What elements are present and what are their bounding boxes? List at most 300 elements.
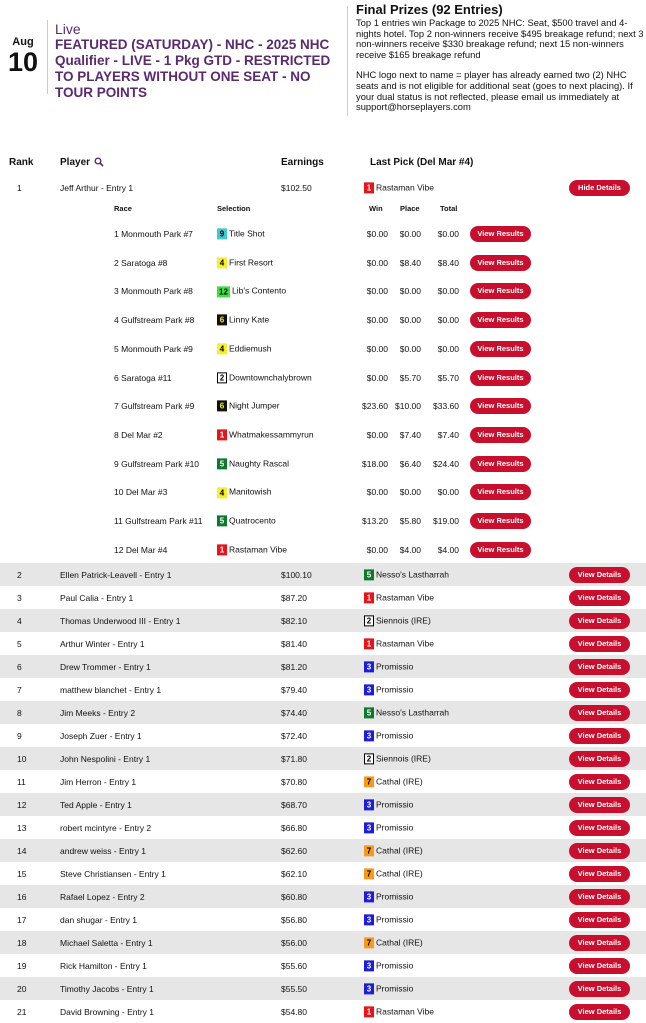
rank: 2 (17, 569, 22, 580)
horse-name: Rastaman Vibe (376, 1005, 434, 1016)
horse-name: Linny Kate (229, 314, 270, 325)
divider (47, 20, 48, 94)
selection (217, 515, 276, 526)
player-name: Rick Hamilton - Entry 1 (60, 960, 147, 971)
place-amount: $4.00 (399, 544, 421, 555)
leaderboard-row (0, 816, 646, 839)
detail-row (0, 224, 646, 244)
leaderboard-row (0, 931, 646, 954)
race-name: 7 Gulfstream Park #9 (114, 401, 195, 412)
view-details-button[interactable]: View Details (569, 682, 630, 698)
race-name: 3 Monmouth Park #8 (114, 286, 193, 297)
player-name: Steve Christiansen - Entry 1 (60, 868, 166, 879)
last-pick (364, 937, 423, 948)
total-amount: $7.40 (437, 429, 459, 440)
player-name: andrew weiss - Entry 1 (60, 845, 146, 856)
place-amount: $0.00 (399, 343, 421, 354)
last-pick (364, 569, 449, 580)
date-month: Aug (12, 36, 34, 48)
selection (217, 429, 314, 440)
race-name: 6 Saratoga #11 (114, 372, 172, 383)
post-number-badge: 1 (217, 430, 227, 441)
leaderboard-header (0, 157, 646, 171)
post-number-badge: 4 (217, 487, 227, 498)
last-pick (364, 707, 449, 718)
player-name: Ted Apple - Entry 1 (60, 799, 132, 810)
leaderboard-row (0, 632, 646, 655)
last-pick (364, 822, 413, 833)
race-name: 12 Del Mar #4 (114, 544, 168, 555)
win-amount: $0.00 (366, 372, 388, 383)
earnings: $54.80 (281, 1006, 307, 1017)
post-number-badge: 1 (364, 183, 374, 194)
post-number-badge: 4 (217, 343, 227, 354)
earnings: $66.80 (281, 822, 307, 833)
selection (217, 314, 269, 325)
leaderboard-row (0, 724, 646, 747)
detail-row (0, 425, 646, 445)
horse-name: Promissio (376, 982, 414, 993)
view-details-button[interactable]: View Details (569, 659, 630, 675)
earnings: $81.20 (281, 661, 307, 672)
earnings: $62.60 (281, 845, 307, 856)
prizes-text: Top 1 entries win Package to 2025 NHC: Seat, $500 travel and 4-nights hotel. Top 2 non-winners receive $495 breakage refund; next 3 non-winners receive $330 breakage refund; next 15 non-winners receive $165 breakage refund (356, 17, 644, 60)
last-pick (364, 868, 423, 879)
post-number-badge: 1 (217, 544, 227, 555)
place-amount: $5.80 (399, 516, 421, 526)
view-details-button[interactable]: View Details (569, 958, 630, 974)
win-amount: $0.00 (366, 487, 388, 498)
earnings: $55.60 (281, 960, 307, 971)
rank: 21 (17, 1006, 27, 1017)
earnings: $100.10 (281, 569, 312, 580)
win-amount: $0.00 (366, 544, 388, 555)
player-name: matthew blanchet - Entry 1 (60, 684, 162, 695)
view-results-button[interactable]: View Results (470, 255, 531, 271)
post-number-badge: 7 (364, 868, 374, 879)
view-details-button[interactable]: View Details (569, 567, 630, 583)
win-amount: $23.60 (362, 401, 388, 412)
last-pick (364, 960, 413, 971)
view-details-button[interactable]: View Details (569, 1004, 630, 1020)
horse-name: Promissio (376, 959, 414, 970)
horse-name: Promissio (376, 890, 414, 901)
leaderboard-row (0, 678, 646, 701)
earnings: $56.80 (281, 914, 307, 925)
player-name: Thomas Underwood III - Entry 1 (60, 615, 181, 626)
divider (347, 6, 348, 116)
place-amount: $7.40 (399, 429, 421, 440)
leaderboard-row (0, 770, 646, 793)
last-pick-header: Last Pick (Del Mar #4) (370, 157, 474, 168)
post-number-badge: 3 (364, 891, 374, 902)
horse-name: Whatmakessammyrun (229, 429, 314, 440)
win-amount: $0.00 (366, 343, 388, 354)
post-number-badge: 6 (217, 315, 227, 326)
race-name: 8 Del Mar #2 (114, 429, 163, 440)
last-pick (364, 799, 413, 810)
post-number-badge: 7 (364, 776, 374, 787)
post-number-badge: 5 (217, 458, 227, 469)
contest-title: FEATURED (SATURDAY) - NHC - 2025 NHC Qualifier - LIVE - 1 Pkg GTD - RESTRICTED TO PLAYERS WITHOUT ONE SEAT - NO TOUR POINTS (55, 37, 331, 100)
leaderboard-row (0, 793, 646, 816)
post-number-badge: 4 (217, 257, 227, 268)
earnings: $55.50 (281, 983, 307, 994)
player-name: John Nespolini - Entry 1 (60, 753, 151, 764)
view-details-button[interactable]: View Details (569, 705, 630, 721)
view-details-button[interactable]: View Details (569, 912, 630, 928)
place-amount: $0.00 (399, 286, 421, 297)
place-amount: $0.00 (399, 315, 421, 326)
selection (217, 286, 286, 297)
rank: 7 (17, 684, 22, 695)
race-name: 10 Del Mar #3 (114, 487, 168, 498)
leaderboard-row (0, 655, 646, 678)
last-pick (364, 615, 431, 626)
view-details-button[interactable]: View Details (569, 636, 630, 652)
rank: 10 (17, 753, 27, 764)
horse-name: Downtownchalybrown (229, 371, 312, 382)
detail-row (0, 253, 646, 273)
contest-date (4, 36, 42, 76)
view-details-button[interactable]: View Details (569, 820, 630, 836)
detail-row (0, 540, 646, 560)
post-number-badge: 3 (364, 960, 374, 971)
leaderboard-row (0, 701, 646, 724)
total-amount: $19.00 (433, 516, 459, 526)
view-results-button[interactable]: View Results (470, 427, 531, 443)
race-name: 9 Gulfstream Park #10 (114, 458, 200, 469)
leaderboard-row (0, 954, 646, 977)
place-amount: $6.40 (399, 458, 421, 469)
rank: 4 (17, 615, 22, 626)
view-results-button[interactable]: View Results (470, 226, 531, 242)
rank: 16 (17, 891, 27, 902)
horse-name: Rastaman Vibe (229, 544, 287, 555)
view-details-button[interactable]: View Details (569, 613, 630, 629)
race-name: 2 Saratoga #8 (114, 257, 168, 268)
post-number-badge: 7 (364, 937, 374, 948)
player-name: David Browning - Entry 1 (60, 1006, 155, 1017)
date-day: 10 (7, 47, 39, 77)
view-results-button[interactable]: View Results (470, 283, 531, 299)
win-amount: $0.00 (366, 315, 388, 326)
player-name: Drew Trommer - Entry 1 (60, 661, 151, 672)
view-details-button[interactable]: View Details (569, 751, 630, 767)
post-number-badge: 3 (364, 983, 374, 994)
horse-name: Nesso's Lastharrah (376, 706, 449, 717)
post-number-badge: 3 (364, 661, 374, 672)
rank: 18 (17, 937, 27, 948)
horse-name: Nesso's Lastharrah (376, 568, 449, 579)
post-number-badge: 3 (364, 799, 374, 810)
selection (217, 257, 273, 268)
view-details-button[interactable]: View Details (569, 797, 630, 813)
earnings: $79.40 (281, 684, 307, 695)
earnings: $56.00 (281, 937, 307, 948)
win-amount: $13.20 (362, 516, 388, 526)
total-amount: $4.00 (437, 544, 459, 555)
last-pick (364, 914, 413, 925)
total-amount: $0.00 (437, 315, 459, 326)
detail-row (0, 310, 646, 330)
horse-name: Eddiemush (229, 343, 272, 354)
last-pick (364, 730, 413, 741)
post-number-badge: 5 (364, 707, 374, 718)
rank: 12 (17, 799, 27, 810)
last-pick (364, 776, 423, 787)
player-name: Ellen Patrick-Leavell - Entry 1 (60, 569, 172, 580)
earnings: $81.40 (281, 638, 307, 649)
earnings-header: Earnings (281, 157, 324, 168)
rank: 6 (17, 661, 22, 672)
post-number-badge: 1 (364, 592, 374, 603)
view-details-button[interactable]: View Details (569, 889, 630, 905)
win-amount: $0.00 (366, 229, 388, 239)
detail-row (0, 339, 646, 359)
view-details-button[interactable]: View Details (569, 590, 630, 606)
selection (217, 401, 280, 412)
horse-name: Naughty Rascal (229, 457, 290, 468)
player-name: Jim Meeks - Entry 2 (60, 707, 136, 718)
horse-name: Manitowish (229, 486, 272, 497)
detail-row (0, 482, 646, 502)
post-number-badge: 2 (364, 753, 374, 764)
nhc-note: NHC logo next to name = player has already earned two (2) NHC seats and is not eligible for additional seat (goes to next placing). If your dual status is not reflected, please email us immediately at support@horseplayers.com (356, 69, 633, 113)
last-pick (364, 753, 431, 764)
horse-name: Rastaman Vibe (376, 637, 434, 648)
post-number-badge: 2 (217, 372, 227, 383)
detail-row (0, 368, 646, 388)
hide-details-button[interactable]: Hide Details (569, 180, 630, 196)
view-details-button[interactable]: View Details (569, 981, 630, 997)
place-amount: $0.00 (399, 229, 421, 239)
leaderboard-row (0, 586, 646, 609)
player-name: Arthur Winter - Entry 1 (60, 638, 145, 649)
win-amount: $0.00 (366, 286, 388, 297)
player-name: Joseph Zuer - Entry 1 (60, 730, 142, 741)
post-number-badge: 3 (364, 730, 374, 741)
total-header: Total (440, 204, 458, 213)
rank: 15 (17, 868, 27, 879)
post-number-badge: 12 (217, 286, 230, 297)
total-amount: $0.00 (437, 487, 459, 498)
leaderboard-row (0, 563, 646, 586)
post-number-badge: 6 (217, 401, 227, 412)
selection (217, 343, 272, 354)
place-amount: $8.40 (399, 257, 421, 268)
horse-name: Promissio (376, 660, 414, 671)
win-amount: $18.00 (362, 458, 388, 469)
detail-row (0, 454, 646, 474)
view-results-button[interactable]: View Results (470, 398, 531, 414)
view-results-button[interactable]: View Results (470, 312, 531, 328)
rank: 17 (17, 914, 27, 925)
horse-name: Quatrocento (229, 515, 276, 526)
player-name: Michael Saletta - Entry 1 (60, 937, 153, 948)
total-amount: $33.60 (433, 401, 459, 412)
horse-name: Promissio (376, 729, 414, 740)
leaderboard-row (0, 609, 646, 632)
last-pick (364, 845, 423, 856)
prizes-title: Final Prizes (92 Entries) (356, 2, 503, 17)
last-pick (364, 661, 413, 672)
player-name: Rafael Lopez - Entry 2 (60, 891, 145, 902)
horse-name: Promissio (376, 683, 414, 694)
last-pick (364, 592, 434, 603)
rank: 11 (17, 776, 26, 787)
contest-status: Live (55, 21, 81, 37)
leaderboard-row (0, 977, 646, 1000)
horse-name: Cathal (IRE) (376, 867, 423, 878)
view-results-button[interactable]: View Results (470, 513, 531, 529)
win-amount: $0.00 (366, 257, 388, 268)
post-number-badge: 5 (364, 569, 374, 580)
earnings: $68.70 (281, 799, 307, 810)
rank: 19 (17, 960, 27, 971)
selection (217, 228, 265, 239)
race-name: 11 Gulfstream Park #11 (114, 516, 203, 526)
last-pick (364, 1006, 434, 1017)
horse-name: Title Shot (229, 228, 265, 239)
earnings: $60.80 (281, 891, 307, 902)
view-details-button[interactable]: View Details (569, 774, 630, 790)
total-amount: $0.00 (437, 229, 459, 239)
rank: 20 (17, 983, 27, 994)
earnings: $87.20 (281, 592, 307, 603)
view-details-button[interactable]: View Details (569, 935, 630, 951)
horse-name: First Resort (229, 257, 273, 268)
selection-header: Selection (217, 204, 251, 213)
player-header: Player (60, 157, 91, 168)
view-results-button[interactable]: View Results (470, 456, 531, 472)
rank: 1 (17, 183, 22, 193)
contest-header (0, 0, 646, 120)
race-name: 4 Gulfstream Park #8 (114, 315, 195, 326)
post-number-badge: 3 (364, 822, 374, 833)
post-number-badge: 3 (364, 914, 374, 925)
player-name: dan shugar - Entry 1 (60, 914, 138, 925)
leaderboard-row (0, 1000, 646, 1023)
last-pick (364, 983, 413, 994)
leaderboard-row (0, 862, 646, 885)
total-amount: $8.40 (437, 257, 459, 268)
earnings: $82.10 (281, 615, 307, 626)
horse-name: Lib's Contento (232, 285, 287, 296)
player-name: robert mcintyre - Entry 2 (60, 822, 152, 833)
last-pick (364, 182, 434, 193)
earnings: $74.40 (281, 707, 307, 718)
race-header: Race (114, 204, 132, 213)
player-name: Jim Herron - Entry 1 (60, 776, 137, 787)
leaderboard-row (0, 839, 646, 862)
view-details-button[interactable]: View Details (569, 843, 630, 859)
view-results-button[interactable]: View Results (470, 484, 531, 500)
total-amount: $0.00 (437, 343, 459, 354)
race-name: 1 Monmouth Park #7 (114, 229, 193, 239)
place-header: Place (400, 204, 420, 213)
horse-name: Cathal (IRE) (376, 844, 423, 855)
player-name: Paul Calia - Entry 1 (60, 592, 134, 603)
post-number-badge: 5 (217, 516, 227, 527)
last-pick (364, 684, 413, 695)
leaderboard-row (0, 908, 646, 931)
race-name: 5 Monmouth Park #9 (114, 343, 193, 354)
view-details-button[interactable]: View Details (569, 728, 630, 744)
earnings: $72.40 (281, 730, 307, 741)
view-results-button[interactable]: View Results (470, 542, 531, 558)
selection (217, 372, 312, 383)
rank: 5 (17, 638, 22, 649)
view-results-button[interactable]: View Results (470, 370, 531, 386)
rank-header: Rank (9, 157, 34, 168)
player-name: Jeff Arthur - Entry 1 (60, 183, 134, 193)
total-amount: $5.70 (437, 372, 459, 383)
horse-name: Night Jumper (229, 400, 280, 411)
horse-name: Promissio (376, 821, 414, 832)
horse-name: Rastaman Vibe (376, 591, 434, 602)
detail-header (0, 204, 646, 218)
leaderboard-row (0, 178, 646, 198)
total-amount: $0.00 (437, 286, 459, 297)
post-number-badge: 3 (364, 684, 374, 695)
last-pick (364, 891, 413, 902)
rank: 9 (17, 730, 22, 741)
horse-name: Promissio (376, 798, 414, 809)
leaderboard-row (0, 747, 646, 770)
view-details-button[interactable]: View Details (569, 866, 630, 882)
post-number-badge: 1 (364, 638, 374, 649)
total-amount: $24.40 (433, 458, 459, 469)
win-amount: $0.00 (366, 429, 388, 440)
rank: 8 (17, 707, 22, 718)
view-results-button[interactable]: View Results (470, 341, 531, 357)
horse-name: Rastaman Vibe (376, 182, 434, 193)
detail-row (0, 281, 646, 301)
place-amount: $5.70 (399, 372, 421, 383)
selection (217, 487, 272, 498)
earnings: $71.80 (281, 753, 307, 764)
prizes-panel (356, 3, 644, 123)
earnings: $62.10 (281, 868, 307, 879)
rank: 13 (17, 822, 27, 833)
detail-row (0, 396, 646, 416)
search-icon[interactable] (94, 157, 104, 167)
horse-name: Siennois (IRE) (376, 752, 431, 763)
place-amount: $10.00 (395, 401, 421, 412)
player-name: Timothy Jacobs - Entry 1 (60, 983, 154, 994)
horse-name: Siennois (IRE) (376, 614, 431, 625)
last-pick (364, 638, 434, 649)
rank: 3 (17, 592, 22, 603)
horse-name: Cathal (IRE) (376, 775, 423, 786)
earnings: $70.80 (281, 776, 307, 787)
selection (217, 458, 289, 469)
post-number-badge: 2 (364, 615, 374, 626)
horse-name: Cathal (IRE) (376, 936, 423, 947)
leaderboard-row (0, 885, 646, 908)
win-header: Win (369, 204, 383, 213)
selection (217, 544, 287, 555)
post-number-badge: 1 (364, 1006, 374, 1017)
rank: 14 (17, 845, 27, 856)
post-number-badge: 9 (217, 229, 227, 240)
place-amount: $0.00 (399, 487, 421, 498)
post-number-badge: 7 (364, 845, 374, 856)
detail-row (0, 511, 646, 531)
earnings: $102.50 (281, 183, 312, 193)
horse-name: Promissio (376, 913, 414, 924)
